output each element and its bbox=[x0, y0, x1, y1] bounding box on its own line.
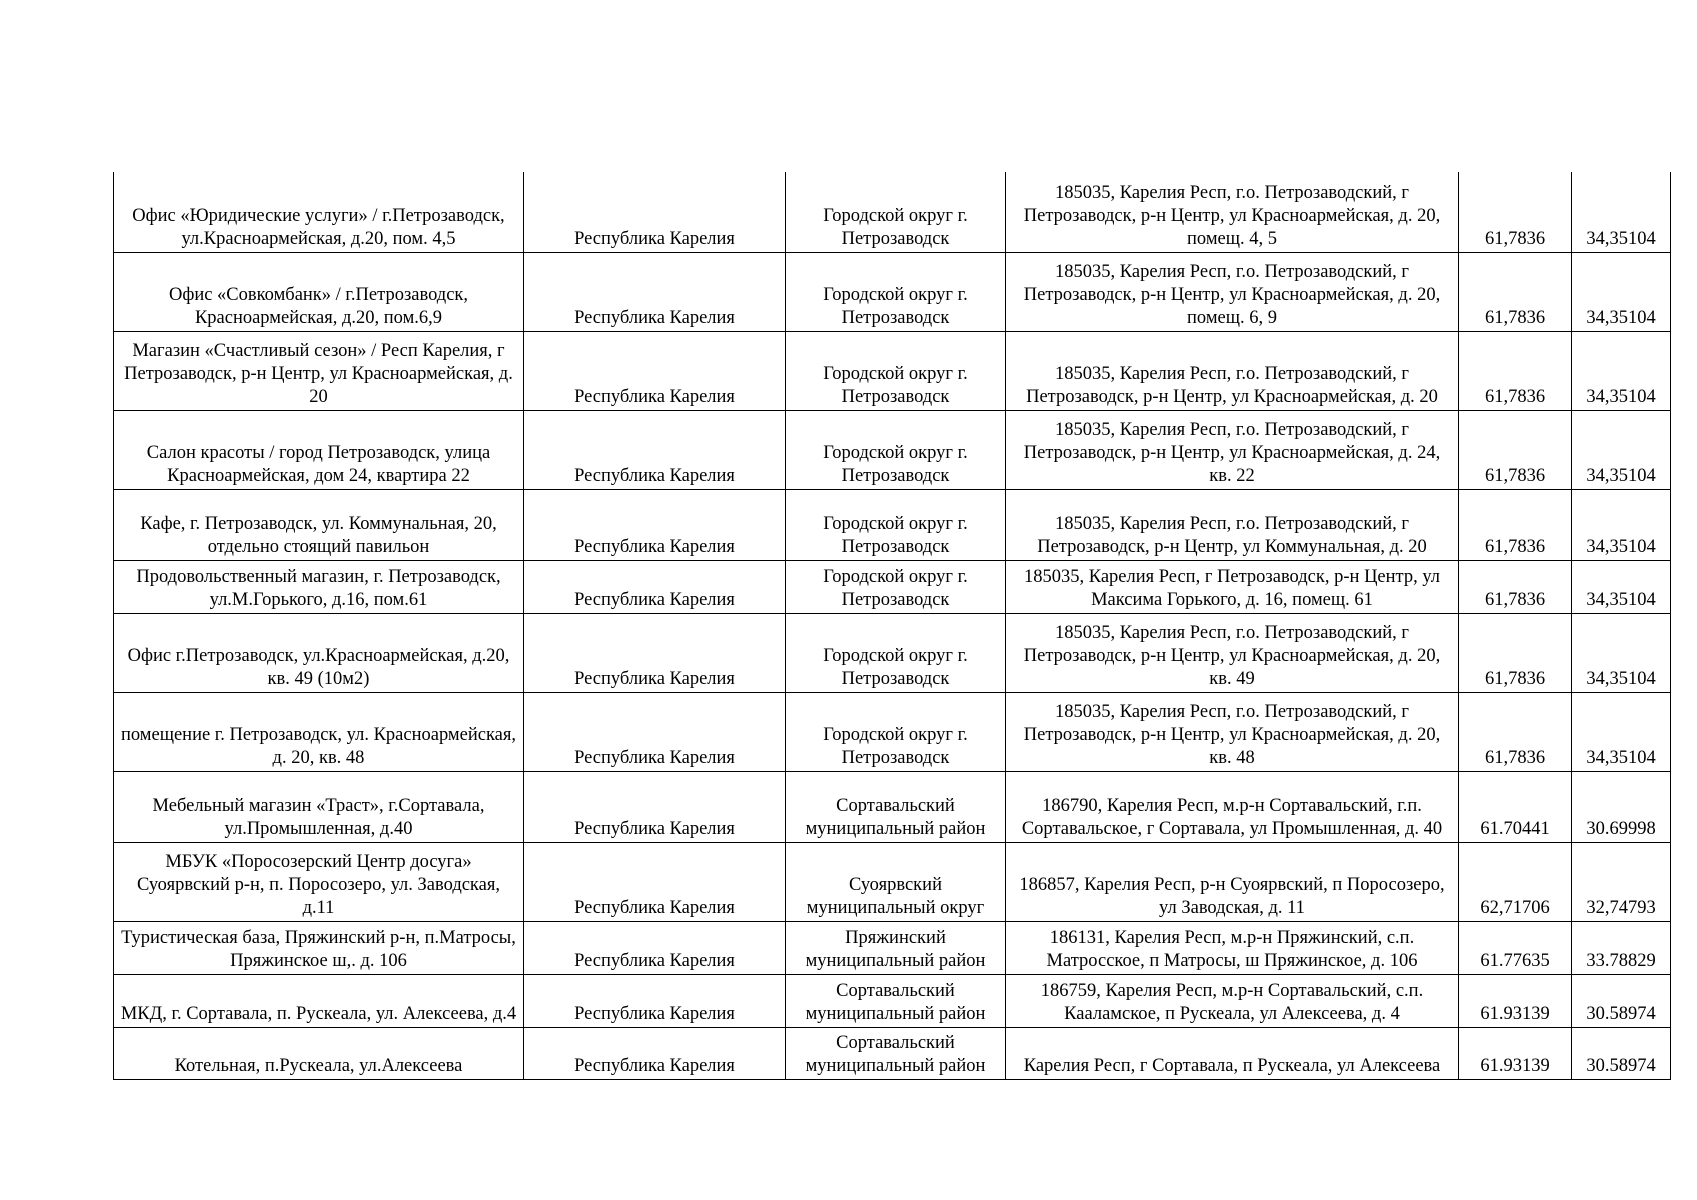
latitude-cell: 61,7836 bbox=[1459, 489, 1572, 560]
address-cell: 186759, Карелия Респ, м.р-н Сортавальский, с.п. Кааламское, п Рускеала, ул Алексеева, д. 4 bbox=[1006, 974, 1459, 1027]
longitude-cell: 34,35104 bbox=[1572, 172, 1671, 252]
latitude-cell: 61,7836 bbox=[1459, 560, 1572, 613]
objects-table bbox=[113, 172, 1671, 1080]
table-row bbox=[114, 771, 1671, 842]
table-row bbox=[114, 489, 1671, 560]
table-row bbox=[114, 692, 1671, 771]
latitude-cell: 62,71706 bbox=[1459, 842, 1572, 921]
longitude-cell: 30.58974 bbox=[1572, 1027, 1671, 1079]
address-cell: Карелия Респ, г Сортавала, п Рускеала, ул Алексеева bbox=[1006, 1027, 1459, 1079]
address-cell: 185035, Карелия Респ, г.о. Петрозаводский, г Петрозаводск, р-н Центр, ул Красноармейская, д. 20, помещ. 6, 9 bbox=[1006, 252, 1459, 331]
table-row bbox=[114, 172, 1671, 252]
address-cell: 186857, Карелия Респ, р-н Суоярвский, п Поросозеро, ул Заводская, д. 11 bbox=[1006, 842, 1459, 921]
object-cell: Туристическая база, Пряжинский р-н, п.Матросы, Пряжинское ш,. д. 106 bbox=[114, 921, 524, 974]
municipality-cell: Сортавальский муниципальный район bbox=[786, 974, 1006, 1027]
municipality-cell: Сортавальский муниципальный район bbox=[786, 771, 1006, 842]
table-row bbox=[114, 842, 1671, 921]
object-cell: Офис г.Петрозаводск, ул.Красноармейская, д.20, кв. 49 (10м2) bbox=[114, 613, 524, 692]
region-cell: Республика Карелия bbox=[524, 560, 786, 613]
address-cell: 185035, Карелия Респ, г.о. Петрозаводский, г Петрозаводск, р-н Центр, ул Красноармейская, д. 20, помещ. 4, 5 bbox=[1006, 172, 1459, 252]
longitude-cell: 30.69998 bbox=[1572, 771, 1671, 842]
municipality-cell: Сортавальский муниципальный район bbox=[786, 1027, 1006, 1079]
latitude-cell: 61,7836 bbox=[1459, 613, 1572, 692]
object-cell: Магазин «Счастливый сезон» / Респ Карелия, г Петрозаводск, р-н Центр, ул Красноармейская, д. 20 bbox=[114, 331, 524, 410]
latitude-cell: 61.77635 bbox=[1459, 921, 1572, 974]
region-cell: Республика Карелия bbox=[524, 842, 786, 921]
region-cell: Республика Карелия bbox=[524, 252, 786, 331]
longitude-cell: 34,35104 bbox=[1572, 489, 1671, 560]
latitude-cell: 61,7836 bbox=[1459, 692, 1572, 771]
address-cell: 185035, Карелия Респ, г.о. Петрозаводский, г Петрозаводск, р-н Центр, ул Красноармейская, д. 20, кв. 48 bbox=[1006, 692, 1459, 771]
address-cell: 186131, Карелия Респ, м.р-н Пряжинский, с.п. Матросское, п Матросы, ш Пряжинское, д. 106 bbox=[1006, 921, 1459, 974]
table-row bbox=[114, 921, 1671, 974]
municipality-cell: Городской округ г. Петрозаводск bbox=[786, 172, 1006, 252]
municipality-cell: Городской округ г. Петрозаводск bbox=[786, 252, 1006, 331]
region-cell: Республика Карелия bbox=[524, 771, 786, 842]
object-cell: Салон красоты / город Петрозаводск, улица Красноармейская, дом 24, квартира 22 bbox=[114, 410, 524, 489]
region-cell: Республика Карелия bbox=[524, 921, 786, 974]
municipality-cell: Городской округ г. Петрозаводск bbox=[786, 560, 1006, 613]
longitude-cell: 34,35104 bbox=[1572, 410, 1671, 489]
longitude-cell: 34,35104 bbox=[1572, 613, 1671, 692]
object-cell: Офис «Совкомбанк» / г.Петрозаводск, Красноармейская, д.20, пом.6,9 bbox=[114, 252, 524, 331]
address-cell: 186790, Карелия Респ, м.р-н Сортавальский, г.п. Сортавальское, г Сортавала, ул Промышленная, д. 40 bbox=[1006, 771, 1459, 842]
longitude-cell: 34,35104 bbox=[1572, 331, 1671, 410]
table-row bbox=[114, 410, 1671, 489]
latitude-cell: 61.70441 bbox=[1459, 771, 1572, 842]
object-cell: Мебельный магазин «Траст», г.Сортавала, ул.Промышленная, д.40 bbox=[114, 771, 524, 842]
latitude-cell: 61,7836 bbox=[1459, 410, 1572, 489]
table-row bbox=[114, 613, 1671, 692]
table-row bbox=[114, 974, 1671, 1027]
municipality-cell: Городской округ г. Петрозаводск bbox=[786, 489, 1006, 560]
region-cell: Республика Карелия bbox=[524, 1027, 786, 1079]
object-cell: Котельная, п.Рускеала, ул.Алексеева bbox=[114, 1027, 524, 1079]
latitude-cell: 61.93139 bbox=[1459, 974, 1572, 1027]
latitude-cell: 61,7836 bbox=[1459, 252, 1572, 331]
region-cell: Республика Карелия bbox=[524, 172, 786, 252]
object-cell: МКД, г. Сортавала, п. Рускеала, ул. Алексеева, д.4 bbox=[114, 974, 524, 1027]
address-cell: 185035, Карелия Респ, г.о. Петрозаводский, г Петрозаводск, р-н Центр, ул Коммунальная, д. 20 bbox=[1006, 489, 1459, 560]
address-cell: 185035, Карелия Респ, г.о. Петрозаводский, г Петрозаводск, р-н Центр, ул Красноармейская, д. 24, кв. 22 bbox=[1006, 410, 1459, 489]
region-cell: Республика Карелия bbox=[524, 692, 786, 771]
latitude-cell: 61,7836 bbox=[1459, 172, 1572, 252]
region-cell: Республика Карелия bbox=[524, 613, 786, 692]
address-cell: 185035, Карелия Респ, г Петрозаводск, р-н Центр, ул Максима Горького, д. 16, помещ. 61 bbox=[1006, 560, 1459, 613]
longitude-cell: 34,35104 bbox=[1572, 692, 1671, 771]
longitude-cell: 33.78829 bbox=[1572, 921, 1671, 974]
table-row bbox=[114, 1027, 1671, 1079]
region-cell: Республика Карелия bbox=[524, 410, 786, 489]
table-row bbox=[114, 331, 1671, 410]
longitude-cell: 30.58974 bbox=[1572, 974, 1671, 1027]
table-row bbox=[114, 252, 1671, 331]
municipality-cell: Городской округ г. Петрозаводск bbox=[786, 331, 1006, 410]
object-cell: помещение г. Петрозаводск, ул. Красноармейская, д. 20, кв. 48 bbox=[114, 692, 524, 771]
address-cell: 185035, Карелия Респ, г.о. Петрозаводский, г Петрозаводск, р-н Центр, ул Красноармейская, д. 20, кв. 49 bbox=[1006, 613, 1459, 692]
municipality-cell: Суоярвский муниципальный округ bbox=[786, 842, 1006, 921]
region-cell: Республика Карелия bbox=[524, 331, 786, 410]
latitude-cell: 61.93139 bbox=[1459, 1027, 1572, 1079]
table-row bbox=[114, 560, 1671, 613]
latitude-cell: 61,7836 bbox=[1459, 331, 1572, 410]
region-cell: Республика Карелия bbox=[524, 489, 786, 560]
object-cell: Кафе, г. Петрозаводск, ул. Коммунальная, 20, отдельно стоящий павильон bbox=[114, 489, 524, 560]
address-cell: 185035, Карелия Респ, г.о. Петрозаводский, г Петрозаводск, р-н Центр, ул Красноармейская, д. 20 bbox=[1006, 331, 1459, 410]
document-sheet bbox=[113, 172, 1670, 1080]
region-cell: Республика Карелия bbox=[524, 974, 786, 1027]
municipality-cell: Городской округ г. Петрозаводск bbox=[786, 692, 1006, 771]
longitude-cell: 34,35104 bbox=[1572, 252, 1671, 331]
object-cell: Офис «Юридические услуги» / г.Петрозаводск, ул.Красноармейская, д.20, пом. 4,5 bbox=[114, 172, 524, 252]
municipality-cell: Пряжинский муниципальный район bbox=[786, 921, 1006, 974]
longitude-cell: 34,35104 bbox=[1572, 560, 1671, 613]
municipality-cell: Городской округ г. Петрозаводск bbox=[786, 613, 1006, 692]
object-cell: Продовольственный магазин, г. Петрозаводск, ул.М.Горького, д.16, пом.61 bbox=[114, 560, 524, 613]
object-cell: МБУК «Поросозерский Центр досуга» Суоярвский р-н, п. Поросозеро, ул. Заводская, д.11 bbox=[114, 842, 524, 921]
municipality-cell: Городской округ г. Петрозаводск bbox=[786, 410, 1006, 489]
longitude-cell: 32,74793 bbox=[1572, 842, 1671, 921]
